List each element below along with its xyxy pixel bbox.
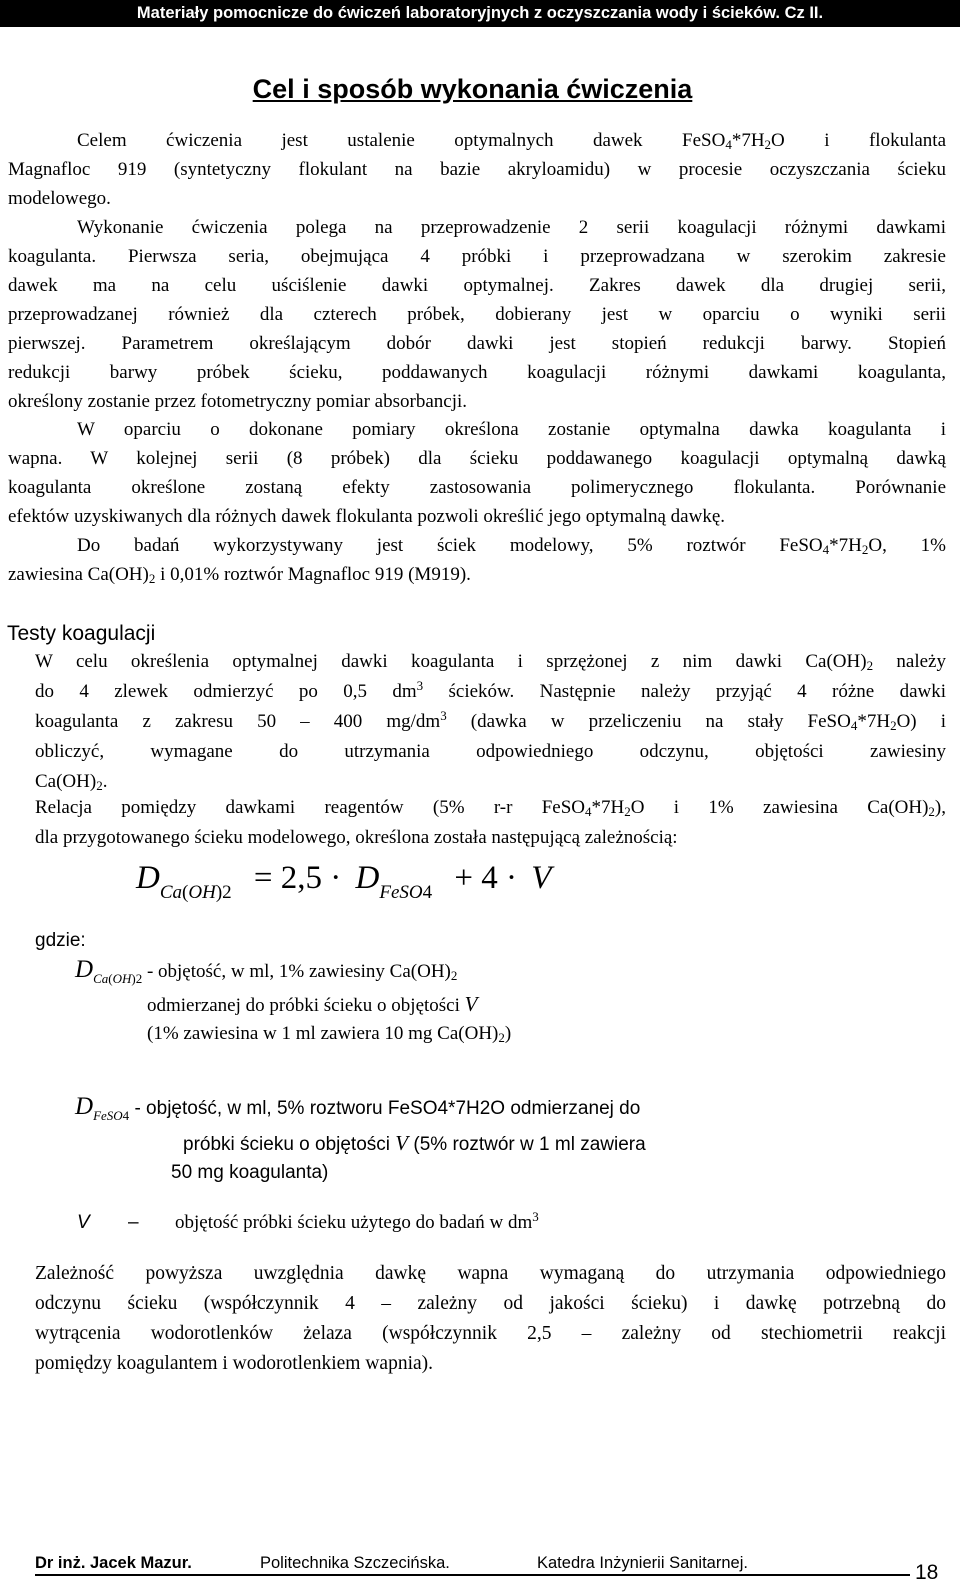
footer-university: Politechnika Szczecińska. bbox=[260, 1554, 450, 1572]
text-line: Celem ćwiczenia jest ustalenie optymalnych dawek $FeSO_4*7H_2O$ i flokulanta bbox=[77, 130, 946, 152]
text-line: Do badań wykorzystywany jest ściek modelowy, 5% roztwór $FeSO_4*7H_2O$, 1% bbox=[77, 535, 946, 557]
text-line: efektów uzyskiwanych dla różnych dawek flokulanta pozwoli określić jego optymalną dawkę. bbox=[8, 506, 726, 527]
page-title: Cel i sposób wykonania ćwiczenia bbox=[252, 74, 693, 104]
definition-caoh-line3: (1% zawiesina w 1 ml zawiera 10 mg $Ca(OH)_2$) bbox=[147, 1023, 512, 1045]
text-line: $Ca(OH)_2$. bbox=[35, 771, 108, 793]
text-line: Relacja pomiędzy dawkami reagentów (5% r-r $FeSO_4*7H_2O$ i 1% zawiesina $Ca(OH)_2$), bbox=[35, 797, 946, 819]
text-line: wytrącenia wodorotlenków żelaza (współczynnik 2,5 – zależny od stechiometrii reakcji bbox=[35, 1323, 946, 1344]
tests-paragraph-2 bbox=[35, 793, 946, 853]
definition-v: V – objętość próbki ścieku użytego do badań w $dm^3$ bbox=[77, 1209, 539, 1233]
formula-d-caoh: D bbox=[136, 860, 160, 896]
text-line: koagulanta z zakresu 50 – 400 $mg/dm^3$ (dawka w przeliczeniu na stały $FeSO_4*7H_2O$) i bbox=[35, 708, 946, 733]
intro-paragraph-1 bbox=[8, 126, 946, 213]
dose-formula: $D_{Ca(OH)2} = 2,5 \cdot D_{FeSO4} + 4 \cdot V$ bbox=[136, 860, 552, 903]
text-line: pierwszej. Parametrem określającym dobór dawki jest stopień redukcji barwy. Stopień bbox=[8, 333, 946, 354]
text-line: W celu określenia optymalnej dawki koagulanta i sprzężonej z nim dawki $Ca(OH)_2$ należy bbox=[35, 651, 946, 673]
text-line: Wykonanie ćwiczenia polega na przeprowadzenie 2 serii koagulacji różnymi dawkami bbox=[77, 217, 946, 238]
text-line: odczynu ścieku (współczynnik 4 – zależny od jakości ścieku) i dawkę potrzebną do bbox=[35, 1293, 946, 1314]
footer-rule bbox=[35, 1574, 910, 1576]
text-line: pomiędzy koagulantem i wodorotlenkiem wapnia). bbox=[35, 1353, 434, 1374]
text-line: obliczyć, wymagane do utrzymania odpowiedniego odczynu, objętości zawiesiny bbox=[35, 741, 946, 762]
text-line: koagulanta. Pierwsza seria, obejmująca 4 próbki i przeprowadzana w szerokim zakresie bbox=[8, 246, 946, 267]
text-line: określony zostanie przez fotometryczny pomiar absorbancji. bbox=[8, 391, 467, 412]
footer-author: Dr inż. Jacek Mazur. bbox=[35, 1554, 192, 1572]
intro-paragraph-3 bbox=[8, 415, 946, 531]
formula-d-feso4: D bbox=[355, 860, 380, 896]
text-line: do 4 zlewek odmierzyć po 0,5 $dm^3$ ścieków. Następnie należy przyjąć 4 różne dawki bbox=[35, 678, 947, 702]
definition-feso4-line3: 50 mg koagulanta) bbox=[171, 1162, 329, 1183]
text-line: modelowego. bbox=[8, 188, 111, 209]
section-heading-testy: Testy koagulacji bbox=[7, 622, 156, 645]
page-number: 18 bbox=[915, 1561, 939, 1584]
definition-feso4-line2: próbki ścieku o objętości V (5% roztwór w 1 ml zawiera bbox=[183, 1131, 646, 1155]
formula-v: V bbox=[531, 860, 552, 896]
text-line: zawiesina $Ca(OH)_2$ i 0,01% roztwór Magnafloc 919 (M919). bbox=[8, 564, 471, 586]
text-line: Zależność powyższa uwzględnia dawkę wapna wymaganą do utrzymania odpowiedniego bbox=[35, 1263, 946, 1284]
intro-paragraph-2 bbox=[8, 213, 946, 416]
formula-equals: = 2,5 · bbox=[253, 860, 342, 896]
definition-caoh: $D_{Ca(OH)2}$ - objętość, w ml, 1% zawiesiny $Ca(OH)_2$ bbox=[75, 956, 458, 986]
text-line: dawek ma na celu uściślenie dawki optymalnej. Zakres dawek dla drugiej serii, bbox=[8, 275, 946, 296]
text-line: W oparciu o dokonane pomiary określona zostanie optymalna dawka koagulanta i bbox=[77, 419, 946, 440]
intro-paragraph-4 bbox=[8, 531, 946, 589]
definitions-label: gdzie: bbox=[35, 930, 86, 951]
definition-caoh-line2: odmierzanej do próbki ścieku o objętości V bbox=[147, 992, 478, 1016]
text-line: Magnafloc 919 (syntetyczny flokulant na bazie akryloamidu) w procesie oczyszczania ścieku bbox=[8, 159, 946, 180]
closing-paragraph bbox=[35, 1259, 946, 1379]
tests-paragraph-1 bbox=[35, 647, 946, 797]
definition-feso4: $D_{FeSO4}$ - objętość, w ml, 5% roztworu FeSO4*7H2O odmierzanej do bbox=[75, 1093, 641, 1123]
text-line: redukcji barwy próbek ścieku, poddawanych koagulacji różnymi dawkami koagulanta, bbox=[8, 362, 946, 383]
text-line: dla przygotowanego ścieku modelowego, określona została następującą zależnością: bbox=[35, 827, 678, 848]
text-line: przeprowadzanej również dla czterech próbek, dobierany jest w oparciu o wyniki serii bbox=[8, 304, 946, 325]
text-line: wapna. W kolejnej serii (8 próbek) dla ścieku poddawanego koagulacji optymalną dawką bbox=[8, 448, 946, 469]
formula-plus: + 4 · bbox=[454, 860, 517, 896]
page-footer bbox=[35, 1553, 910, 1573]
footer-department: Katedra Inżynierii Sanitarnej. bbox=[537, 1554, 748, 1572]
page-header: Materiały pomocnicze do ćwiczeń laboratoryjnych z oczyszczania wody i ścieków. Cz II. bbox=[0, 0, 960, 27]
text-line: koagulanta określone zostaną efekty zastosowania polimerycznego flokulanta. Porównanie bbox=[8, 477, 946, 498]
